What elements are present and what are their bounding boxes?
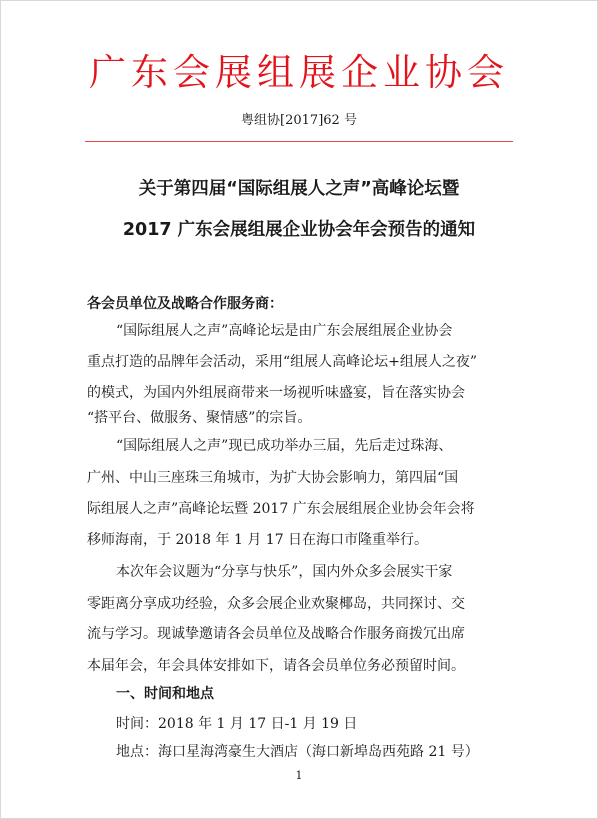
body-line: 重点打造的品牌年会活动，采用“组展人高峰论坛+组展人之夜” <box>87 354 478 370</box>
red-header-rule <box>85 141 513 142</box>
body-line: 零距离分享成功经验，众多会展企业欢聚椰岛，共同探讨、交 <box>87 596 465 612</box>
body-line: 移师海南，于 2018 年 1 月 17 日在海口市隆重举行。 <box>87 532 429 548</box>
body-line: 本次年会议题为“分享与快乐”，国内外众多会展实干家 <box>116 564 453 580</box>
body-line: 本届年会，年会具体安排如下，请各会员单位务必预留时间。 <box>87 658 465 674</box>
salutation: 各会员单位及战略合作服务商： <box>87 296 283 312</box>
body-line: 流与学习。现诚挚邀请各会员单位及战略合作服务商拨冗出席 <box>87 626 465 642</box>
body-line: 际组展人之声”高峰论坛暨 2017 广东会展组展企业协会年会将 <box>87 501 475 517</box>
section-heading-time-place: 一、时间和地点 <box>116 686 214 702</box>
body-line: 广州、中山三座珠三角城市，为扩大协会影响力，第四届“国 <box>87 470 459 486</box>
organization-title: 广东会展组展企业协会 <box>89 51 509 94</box>
place-line: 地点：海口星海湾豪生大酒店（海口新埠岛西苑路 21 号） <box>116 744 479 760</box>
body-line: “国际组展人之声”现已成功举办三届，先后走过珠海、 <box>116 438 453 454</box>
document-number: 粤组协[2017]62 号 <box>241 113 357 128</box>
body-line: 的模式，为国内外组展商带来一场视听味盛宴，旨在落实协会 <box>87 385 465 401</box>
notice-title-line-1: 关于第四届“国际组展人之声”高峰论坛暨 <box>138 179 460 199</box>
body-line: “搭平台、做服务、聚情感”的宗旨。 <box>87 410 312 426</box>
time-line: 时间：2018 年 1 月 17 日-1 月 19 日 <box>116 716 358 732</box>
page-number: 1 <box>295 769 303 782</box>
notice-title-line-2: 2017 广东会展组展企业协会年会预告的通知 <box>122 220 476 240</box>
body-line: “国际组展人之声”高峰论坛是由广东会展组展企业协会 <box>116 323 453 339</box>
